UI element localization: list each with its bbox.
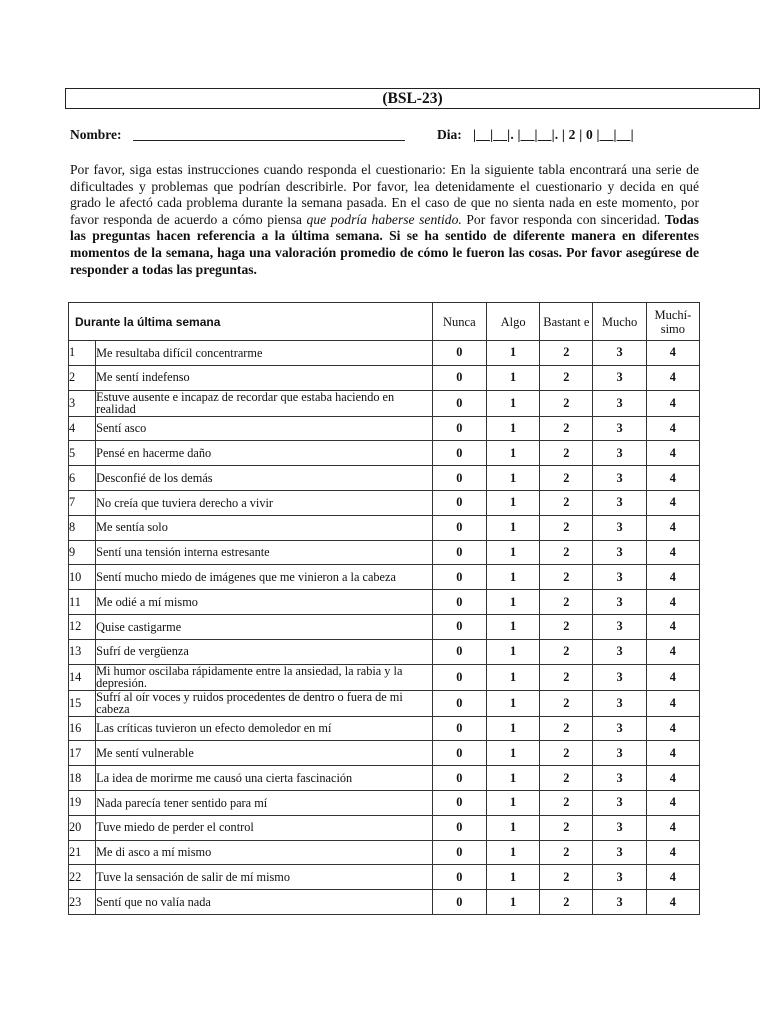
- score-option-0[interactable]: 0: [432, 716, 486, 741]
- score-option-0[interactable]: 0: [432, 664, 486, 690]
- score-option-0[interactable]: 0: [432, 565, 486, 590]
- table-row: [69, 815, 700, 840]
- instructions-text: Por favor, siga estas instrucciones cuando responda el cuestionario: En la siguiente tabla encontrará una serie de dificultades y problemas que podrían describirle. Por favor, lea detenidamente el cuestionario y decida en qué grado le afectó cada problema durante la semana pasada. En el caso de que no sienta nada en este momento, por favor responda de acuerdo a cómo piensa: [70, 162, 699, 227]
- score-option-3[interactable]: 3: [593, 790, 646, 815]
- score-option-2[interactable]: 2: [540, 515, 593, 540]
- item-text: Me sentía solo: [96, 515, 433, 540]
- score-option-4[interactable]: 4: [646, 416, 699, 441]
- score-option-3[interactable]: 3: [593, 540, 646, 565]
- score-option-4[interactable]: 4: [646, 341, 699, 366]
- score-option-0[interactable]: 0: [432, 741, 486, 766]
- score-option-0[interactable]: 0: [432, 390, 486, 416]
- item-text: No creía que tuviera derecho a vivir: [96, 490, 433, 515]
- score-option-2[interactable]: 2: [540, 341, 593, 366]
- item-number: 9: [69, 540, 96, 565]
- score-option-0[interactable]: 0: [432, 341, 486, 366]
- score-option-2[interactable]: 2: [540, 365, 593, 390]
- item-number: 5: [69, 441, 96, 466]
- score-option-1[interactable]: 1: [486, 565, 539, 590]
- instructions-paragraph: [70, 162, 699, 278]
- score-option-3[interactable]: 3: [593, 441, 646, 466]
- item-number: 16: [69, 716, 96, 741]
- score-option-1[interactable]: 1: [486, 515, 539, 540]
- score-option-4[interactable]: 4: [646, 865, 699, 890]
- score-option-1[interactable]: 1: [486, 766, 539, 791]
- item-number: 18: [69, 766, 96, 791]
- score-option-3[interactable]: 3: [593, 490, 646, 515]
- score-option-4[interactable]: 4: [646, 390, 699, 416]
- score-option-3[interactable]: 3: [593, 515, 646, 540]
- table-row: [69, 540, 700, 565]
- table-row: [69, 416, 700, 441]
- score-option-3[interactable]: 3: [593, 639, 646, 664]
- score-option-3[interactable]: 3: [593, 690, 646, 716]
- score-option-0[interactable]: 0: [432, 515, 486, 540]
- item-text: Quise castigarme: [96, 614, 433, 639]
- score-option-4[interactable]: 4: [646, 790, 699, 815]
- item-number: 15: [69, 690, 96, 716]
- score-option-4[interactable]: 4: [646, 840, 699, 865]
- score-option-2[interactable]: 2: [540, 890, 593, 915]
- item-number: 10: [69, 565, 96, 590]
- score-option-1[interactable]: 1: [486, 614, 539, 639]
- item-number: 19: [69, 790, 96, 815]
- instructions-italic: que podría haberse sentido.: [306, 211, 462, 227]
- table-row: [69, 590, 700, 615]
- item-text: Nada parecía tener sentido para mí: [96, 790, 433, 815]
- score-option-3[interactable]: 3: [593, 716, 646, 741]
- header-item: Durante la última semana: [69, 303, 433, 341]
- header-algo: Algo: [486, 303, 539, 341]
- item-text: Mi humor oscilaba rápidamente entre la ansiedad, la rabia y la depresión.: [96, 664, 433, 690]
- score-option-0[interactable]: 0: [432, 690, 486, 716]
- score-option-4[interactable]: 4: [646, 614, 699, 639]
- table-row: [69, 490, 700, 515]
- score-option-4[interactable]: 4: [646, 639, 699, 664]
- score-option-3[interactable]: 3: [593, 840, 646, 865]
- score-option-1[interactable]: 1: [486, 690, 539, 716]
- item-number: 6: [69, 466, 96, 491]
- table-row: [69, 790, 700, 815]
- score-option-4[interactable]: 4: [646, 741, 699, 766]
- header-bastante: Bastant e: [540, 303, 593, 341]
- table-row: [69, 390, 700, 416]
- score-option-0[interactable]: 0: [432, 639, 486, 664]
- item-text: Estuve ausente e incapaz de recordar que estaba haciendo en realidad: [96, 390, 433, 416]
- item-number: 1: [69, 341, 96, 366]
- score-option-4[interactable]: 4: [646, 815, 699, 840]
- item-number: 21: [69, 840, 96, 865]
- score-option-0[interactable]: 0: [432, 815, 486, 840]
- table-row: [69, 766, 700, 791]
- item-text: Pensé en hacerme daño: [96, 441, 433, 466]
- item-text: Sentí mucho miedo de imágenes que me vinieron a la cabeza: [96, 565, 433, 590]
- score-option-3[interactable]: 3: [593, 341, 646, 366]
- score-option-4[interactable]: 4: [646, 466, 699, 491]
- score-option-1[interactable]: 1: [486, 441, 539, 466]
- score-option-2[interactable]: 2: [540, 466, 593, 491]
- score-option-3[interactable]: 3: [593, 390, 646, 416]
- score-option-1[interactable]: 1: [486, 815, 539, 840]
- score-option-2[interactable]: 2: [540, 416, 593, 441]
- score-option-2[interactable]: 2: [540, 490, 593, 515]
- score-option-4[interactable]: 4: [646, 365, 699, 390]
- score-option-0[interactable]: 0: [432, 865, 486, 890]
- score-option-2[interactable]: 2: [540, 790, 593, 815]
- item-text: Me di asco a mí mismo: [96, 840, 433, 865]
- table-row: [69, 515, 700, 540]
- score-option-4[interactable]: 4: [646, 515, 699, 540]
- item-number: 3: [69, 390, 96, 416]
- score-option-3[interactable]: 3: [593, 815, 646, 840]
- score-option-2[interactable]: 2: [540, 614, 593, 639]
- item-text: Me sentí vulnerable: [96, 741, 433, 766]
- score-option-1[interactable]: 1: [486, 664, 539, 690]
- score-option-2[interactable]: 2: [540, 815, 593, 840]
- score-option-1[interactable]: 1: [486, 790, 539, 815]
- item-number: 2: [69, 365, 96, 390]
- item-text: Me resultaba difícil concentrarme: [96, 341, 433, 366]
- score-option-3[interactable]: 3: [593, 365, 646, 390]
- date-field[interactable]: |__|__|. |__|__|. | 2 | 0 |__|__|: [473, 127, 634, 142]
- score-option-4[interactable]: 4: [646, 565, 699, 590]
- table-row: [69, 716, 700, 741]
- score-option-1[interactable]: 1: [486, 741, 539, 766]
- item-text: Sufrí de vergüenza: [96, 639, 433, 664]
- score-option-1[interactable]: 1: [486, 416, 539, 441]
- date-label: Dia:: [437, 127, 462, 142]
- item-number: 22: [69, 865, 96, 890]
- item-number: 8: [69, 515, 96, 540]
- table-row: [69, 865, 700, 890]
- score-option-0[interactable]: 0: [432, 766, 486, 791]
- score-option-4[interactable]: 4: [646, 716, 699, 741]
- table-row: [69, 614, 700, 639]
- name-date-line: [70, 127, 760, 145]
- table-row: [69, 639, 700, 664]
- score-option-0[interactable]: 0: [432, 540, 486, 565]
- score-option-4[interactable]: 4: [646, 690, 699, 716]
- score-option-1[interactable]: 1: [486, 490, 539, 515]
- item-text: Tuve la sensación de salir de mí mismo: [96, 865, 433, 890]
- header-nunca: Nunca: [432, 303, 486, 341]
- score-option-1[interactable]: 1: [486, 890, 539, 915]
- score-option-2[interactable]: 2: [540, 716, 593, 741]
- score-option-1[interactable]: 1: [486, 540, 539, 565]
- table-row: [69, 890, 700, 915]
- score-option-3[interactable]: 3: [593, 466, 646, 491]
- score-option-2[interactable]: 2: [540, 690, 593, 716]
- item-number: 13: [69, 639, 96, 664]
- item-text: Sentí asco: [96, 416, 433, 441]
- item-text: Me sentí indefenso: [96, 365, 433, 390]
- item-text: Las críticas tuvieron un efecto demoledor en mí: [96, 716, 433, 741]
- item-number: 4: [69, 416, 96, 441]
- score-option-1[interactable]: 1: [486, 840, 539, 865]
- score-option-2[interactable]: 2: [540, 390, 593, 416]
- item-number: 11: [69, 590, 96, 615]
- score-option-1[interactable]: 1: [486, 390, 539, 416]
- score-option-0[interactable]: 0: [432, 416, 486, 441]
- table-row: [69, 466, 700, 491]
- score-option-3[interactable]: 3: [593, 590, 646, 615]
- score-option-3[interactable]: 3: [593, 890, 646, 915]
- score-option-2[interactable]: 2: [540, 590, 593, 615]
- score-option-0[interactable]: 0: [432, 790, 486, 815]
- score-option-1[interactable]: 1: [486, 590, 539, 615]
- score-option-2[interactable]: 2: [540, 664, 593, 690]
- score-option-3[interactable]: 3: [593, 565, 646, 590]
- table-row: [69, 365, 700, 390]
- instructions-bold: Todas las preguntas hacen referencia a la última semana. Si se ha sentido de diferente manera en diferentes momentos de la semana, haga una valoración promedio de cómo le fueron las cosas. Por favor asegúrese de responder a todas las preguntas.: [70, 211, 699, 277]
- score-option-0[interactable]: 0: [432, 614, 486, 639]
- score-option-2[interactable]: 2: [540, 865, 593, 890]
- item-number: 17: [69, 741, 96, 766]
- table-row: [69, 690, 700, 716]
- score-option-1[interactable]: 1: [486, 365, 539, 390]
- symptom-table: [68, 302, 700, 915]
- name-field[interactable]: [133, 140, 405, 141]
- score-option-2[interactable]: 2: [540, 840, 593, 865]
- score-option-2[interactable]: 2: [540, 441, 593, 466]
- item-text: Sentí que no valía nada: [96, 890, 433, 915]
- score-option-2[interactable]: 2: [540, 741, 593, 766]
- score-option-4[interactable]: 4: [646, 766, 699, 791]
- score-option-1[interactable]: 1: [486, 639, 539, 664]
- score-option-0[interactable]: 0: [432, 441, 486, 466]
- item-text: La idea de morirme me causó una cierta fascinación: [96, 766, 433, 791]
- item-number: 23: [69, 890, 96, 915]
- score-option-2[interactable]: 2: [540, 540, 593, 565]
- item-text: Desconfié de los demás: [96, 466, 433, 491]
- score-option-4[interactable]: 4: [646, 441, 699, 466]
- item-text: Sufrí al oír voces y ruidos procedentes de dentro o fuera de mi cabeza: [96, 690, 433, 716]
- score-option-2[interactable]: 2: [540, 766, 593, 791]
- item-number: 14: [69, 664, 96, 690]
- score-option-0[interactable]: 0: [432, 365, 486, 390]
- score-option-4[interactable]: 4: [646, 664, 699, 690]
- score-option-2[interactable]: 2: [540, 639, 593, 664]
- document-title: (BSL-23): [65, 88, 760, 109]
- score-option-0[interactable]: 0: [432, 840, 486, 865]
- score-option-4[interactable]: 4: [646, 490, 699, 515]
- header-muchisimo: Muchí- simo: [646, 303, 699, 341]
- score-option-0[interactable]: 0: [432, 490, 486, 515]
- score-option-0[interactable]: 0: [432, 890, 486, 915]
- score-option-3[interactable]: 3: [593, 741, 646, 766]
- score-option-2[interactable]: 2: [540, 565, 593, 590]
- item-text: Sentí una tensión interna estresante: [96, 540, 433, 565]
- name-label: Nombre:: [70, 127, 122, 142]
- table-row: [69, 341, 700, 366]
- table-header-row: [69, 303, 700, 341]
- score-option-1[interactable]: 1: [486, 466, 539, 491]
- score-option-0[interactable]: 0: [432, 466, 486, 491]
- table-row: [69, 565, 700, 590]
- table-row: [69, 741, 700, 766]
- instructions-sincerity: Por favor responda con sinceridad.: [466, 211, 661, 227]
- score-option-1[interactable]: 1: [486, 341, 539, 366]
- item-number: 20: [69, 815, 96, 840]
- score-option-0[interactable]: 0: [432, 590, 486, 615]
- item-number: 12: [69, 614, 96, 639]
- score-option-3[interactable]: 3: [593, 766, 646, 791]
- table-row: [69, 441, 700, 466]
- score-option-3[interactable]: 3: [593, 664, 646, 690]
- score-option-4[interactable]: 4: [646, 890, 699, 915]
- header-mucho: Mucho: [593, 303, 646, 341]
- score-option-1[interactable]: 1: [486, 716, 539, 741]
- item-text: Tuve miedo de perder el control: [96, 815, 433, 840]
- table-row: [69, 840, 700, 865]
- score-option-3[interactable]: 3: [593, 614, 646, 639]
- score-option-4[interactable]: 4: [646, 540, 699, 565]
- item-text: Me odié a mí mismo: [96, 590, 433, 615]
- score-option-3[interactable]: 3: [593, 865, 646, 890]
- score-option-4[interactable]: 4: [646, 590, 699, 615]
- item-number: 7: [69, 490, 96, 515]
- table-row: [69, 664, 700, 690]
- score-option-3[interactable]: 3: [593, 416, 646, 441]
- score-option-1[interactable]: 1: [486, 865, 539, 890]
